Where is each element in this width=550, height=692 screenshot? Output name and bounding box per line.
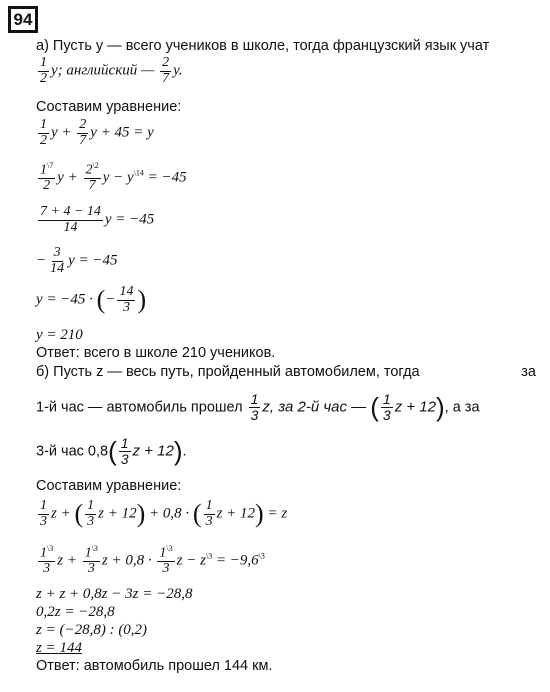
part-a-equation-4: − $\frac{3}{14}$ y = −45 — [36, 245, 118, 276]
part-a-equation-2: $\frac{1^{\backslash 7}}{2}$ y + $\frac{2^{\backslash 2}}{7}$ $y - y^{\backslash 14} = -45$ — [40, 161, 187, 194]
part-b-answer: Ответ: автомобиль прошел 144 км. — [36, 658, 273, 674]
part-a-intro: а) Пусть y — всего учеников в школе, тогда французский язык учат — [36, 38, 490, 54]
part-b-line-2: 1-й час — автомобиль прошел $\frac{1}{3}$ z, за 2-й час — ( $\frac{1}{3}$ z + 12), а за — [36, 391, 480, 423]
part-b-intro-end: за — [521, 364, 536, 380]
part-b-compose-label: Составим уравнение: — [36, 478, 182, 494]
part-a-equation-5: y = −45 · (− $\frac{14}{3}$ ) — [36, 284, 147, 315]
part-a-equation-3: $\frac{7 + 4 - 14}{14}$ y = −45 — [40, 204, 155, 235]
fraction: $\frac{1}{2}$ — [40, 55, 47, 86]
part-b-equation-5: z = (−28,8) : (0,2) — [36, 622, 148, 638]
problem-number-badge: 94 — [8, 6, 38, 33]
part-a-answer: Ответ: всего в школе 210 учеников. — [36, 345, 276, 361]
part-a-equation-6: y = 210 — [36, 327, 83, 343]
part-b-intro: б) Пусть z — весь путь, пройденный автомобилем, тогда — [36, 364, 420, 380]
part-a-compose-label: Составим уравнение: — [36, 99, 182, 115]
part-b-equation-4: 0,2z = −28,8 — [36, 604, 115, 620]
part-b-line-3: 3-й час 0,8( $\frac{1}{3}$ z + 12). — [36, 435, 187, 467]
part-b-equation-6: z = 144 — [36, 640, 82, 656]
part-b-equation-1: $\frac{1}{3}$ z + ( $\frac{1}{3}$ z + 12) + 0,8 · ( $\frac{1}{3}$ z + 12) = z — [40, 498, 288, 529]
part-a-equation-1: $\frac{1}{2}$ y + $\frac{2}{7}$ y + 45 = y — [40, 117, 154, 148]
part-b-equation-3: z + z + 0,8z − 3z = −28,8 — [36, 586, 193, 602]
part-b-equation-2: $\frac{1^{\backslash 3}}{3}$ z + $\frac{1^{\backslash 3}}{3}$ z + 0,8 · $\frac{1^{\backslash 3}}{3}$ $z - z^{\backslash 3} = -9,6^{\backslash 3}$ — [40, 544, 265, 577]
fraction: $\frac{2}{7}$ — [162, 55, 170, 86]
part-a-fractions-line: $\frac{1}{2}$ y; английский — $\frac{2}{7}$ y. — [40, 55, 183, 86]
